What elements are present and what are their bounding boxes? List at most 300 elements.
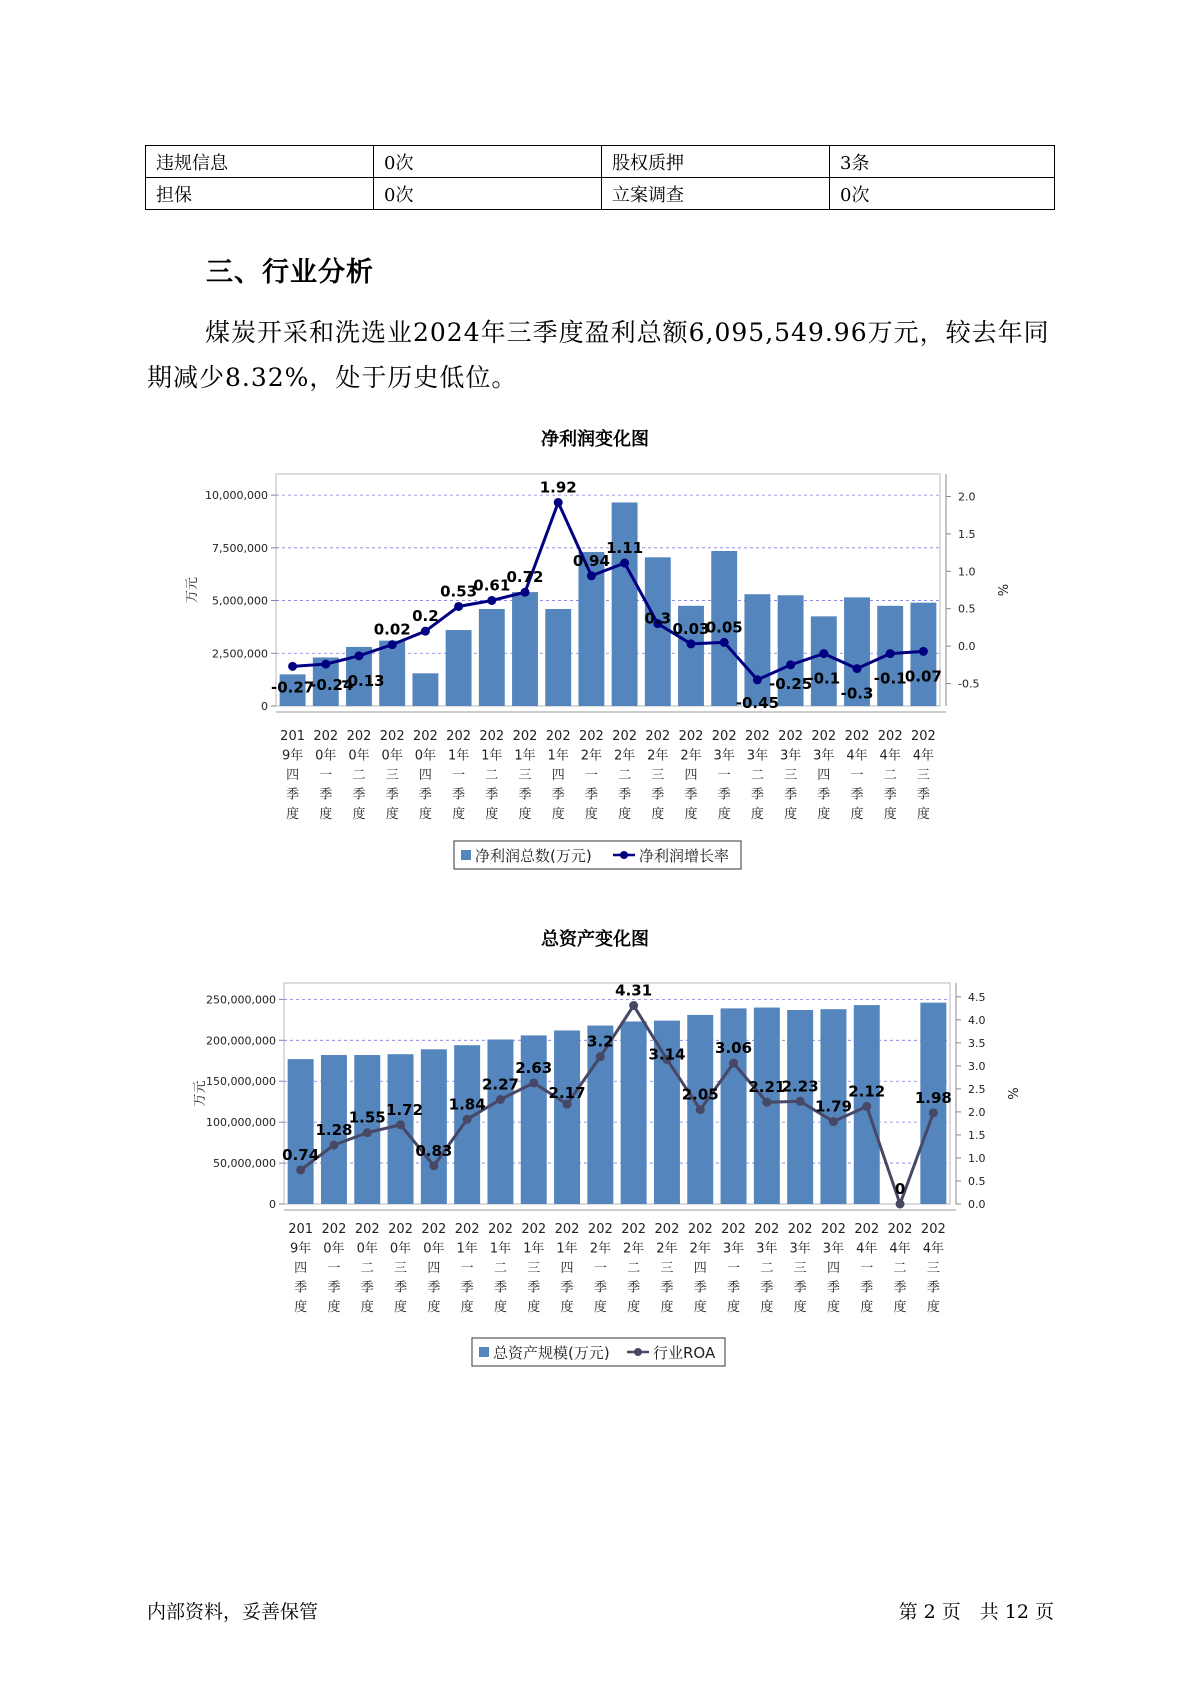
x-tick-label: 202 [754, 1222, 780, 1237]
x-tick-label: 度 [518, 807, 532, 822]
x-tick-label: 202 [654, 1222, 680, 1237]
table-cell: 3条 [830, 146, 1055, 178]
x-tick-label: 季 [684, 787, 698, 803]
data-label: 1.11 [606, 539, 644, 558]
x-tick-label: 季 [727, 1280, 741, 1296]
line-point [429, 1161, 438, 1170]
data-label: 3.14 [648, 1045, 686, 1064]
x-tick-label: 季 [760, 1280, 774, 1296]
x-tick-label: 4年 [922, 1241, 944, 1257]
x-tick-label: 度 [817, 807, 831, 822]
x-tick-label: 度 [294, 1300, 308, 1315]
x-tick-label: 0年 [389, 1241, 412, 1257]
x-tick-label: 202 [512, 729, 538, 744]
line-point [720, 638, 729, 647]
table-cell: 0次 [830, 178, 1055, 210]
line-point [321, 660, 330, 669]
x-tick-label: 一 [727, 1261, 741, 1276]
line-point [487, 596, 496, 605]
data-label: 2.12 [848, 1082, 886, 1101]
data-label: 0.72 [506, 568, 544, 587]
y2-tick-label: 1.5 [968, 1128, 986, 1142]
x-tick-label: 季 [926, 1280, 940, 1296]
x-tick-label: 2年 [589, 1241, 611, 1257]
y2-tick-label: 1.5 [958, 527, 976, 541]
x-tick-label: 一 [319, 768, 333, 783]
x-tick-label: 二 [627, 1261, 641, 1276]
x-tick-label: 202 [645, 729, 671, 744]
y-tick-label: 5,000,000 [212, 594, 268, 608]
x-tick-label: 一 [460, 1261, 474, 1276]
x-tick-label: 202 [454, 1222, 480, 1237]
x-tick-label: 0年 [414, 748, 437, 764]
x-tick-label: 三 [793, 1261, 807, 1276]
data-label: 3.2 [587, 1032, 614, 1051]
data-label: 1.28 [315, 1121, 353, 1140]
x-tick-label: 季 [660, 1280, 674, 1296]
x-tick-label: 季 [793, 1280, 807, 1296]
data-label: 0.61 [473, 576, 511, 595]
x-tick-label: 202 [678, 729, 704, 744]
x-tick-label: 度 [660, 1300, 674, 1315]
table-cell: 立案调查 [602, 178, 830, 210]
x-tick-label: 二 [760, 1261, 774, 1276]
x-tick-label: 度 [893, 1300, 907, 1315]
analysis-paragraph: 煤炭开采和洗选业2024年三季度盈利总额6,095,549.96万元，较去年同期减少8.32%，处于历史低位。 [147, 318, 1050, 392]
x-tick-label: 1年 [456, 1241, 478, 1257]
x-tick-label: 度 [352, 807, 366, 822]
x-tick-label: 202 [446, 729, 472, 744]
x-tick-label: 度 [883, 807, 897, 822]
x-tick-label: 0年 [323, 1241, 345, 1257]
x-tick-label: 202 [920, 1222, 946, 1237]
data-label: 2.63 [515, 1058, 553, 1077]
x-tick-label: 度 [784, 807, 798, 822]
line-point [696, 1105, 705, 1114]
line-point [596, 1052, 605, 1061]
legend-line-marker [620, 851, 628, 859]
x-tick-label: 季 [784, 787, 798, 803]
x-tick-label: 四 [826, 1261, 840, 1276]
data-label: 1.92 [539, 478, 577, 497]
x-tick-label: 4年 [912, 748, 935, 764]
line-point [753, 675, 762, 684]
table-row [146, 178, 1055, 210]
bar [554, 1030, 580, 1204]
x-tick-label: 度 [850, 807, 864, 822]
x-tick-label: 季 [394, 1280, 408, 1296]
table-cell: 0次 [374, 178, 602, 210]
line-point [296, 1165, 305, 1174]
x-tick-label: 度 [493, 1300, 507, 1315]
footer-page-number: 第 2 页 共 12 页 [898, 1601, 1054, 1623]
y2-tick-label: 1.0 [968, 1151, 986, 1165]
x-tick-label: 二 [750, 768, 764, 783]
bar [612, 502, 638, 706]
y-tick-label: 100,000,000 [206, 1116, 276, 1130]
x-tick-label: 202 [910, 729, 936, 744]
x-tick-label: 季 [518, 787, 532, 803]
y2-tick-label: -0.5 [958, 677, 980, 691]
line-point [919, 647, 928, 656]
x-tick-label: 季 [916, 787, 930, 803]
y2-tick-label: 0.5 [968, 1174, 986, 1188]
bar [412, 673, 438, 706]
x-tick-label: 度 [460, 1300, 474, 1315]
line-point [496, 1095, 505, 1104]
legend-line-marker [634, 1348, 642, 1356]
x-tick-label: 三 [385, 768, 399, 783]
y-tick-label: 0 [269, 1198, 276, 1211]
x-tick-label: 季 [560, 1280, 574, 1296]
line-point [529, 1078, 538, 1087]
y-tick-label: 200,000,000 [206, 1034, 276, 1048]
line-point [762, 1098, 771, 1107]
data-label: 2.05 [681, 1085, 719, 1104]
data-label: 1.84 [448, 1095, 486, 1114]
x-tick-label: 季 [427, 1280, 441, 1296]
x-tick-label: 季 [618, 787, 632, 803]
data-label: -0.27 [270, 678, 315, 697]
x-tick-label: 季 [527, 1280, 541, 1296]
data-label: 0.83 [415, 1141, 453, 1160]
y-tick-label: 2,500,000 [212, 647, 268, 661]
x-tick-label: 4年 [879, 748, 901, 764]
x-tick-label: 季 [850, 787, 864, 803]
x-tick-label: 0年 [315, 748, 337, 764]
x-tick-label: 4年 [846, 748, 868, 764]
net-profit-chart [0, 420, 1191, 880]
x-tick-label: 季 [493, 1280, 507, 1296]
x-tick-label: 季 [385, 787, 399, 803]
x-tick-label: 202 [379, 729, 405, 744]
x-tick-label: 度 [926, 1300, 940, 1315]
x-tick-label: 度 [286, 807, 300, 822]
x-tick-label: 季 [883, 787, 897, 803]
x-tick-label: 季 [627, 1280, 641, 1296]
y2-tick-label: 0.0 [968, 1198, 986, 1211]
x-tick-label: 四 [551, 768, 565, 783]
x-tick-label: 二 [485, 768, 499, 783]
x-tick-label: 二 [352, 768, 366, 783]
x-tick-label: 度 [916, 807, 930, 822]
x-tick-label: 度 [826, 1300, 840, 1315]
x-tick-label: 三 [518, 768, 532, 783]
x-tick-label: 度 [760, 1300, 774, 1315]
line-point [687, 639, 696, 648]
x-tick-label: 季 [460, 1280, 474, 1296]
line-point [587, 571, 596, 580]
x-tick-label: 季 [286, 787, 300, 803]
x-tick-label: 202 [621, 1222, 647, 1237]
y2-tick-label: 2.0 [968, 1105, 986, 1119]
x-tick-label: 度 [485, 807, 499, 822]
x-tick-label: 2年 [580, 748, 603, 764]
info-table [145, 145, 1055, 210]
data-label: 2.27 [481, 1075, 519, 1094]
x-tick-label: 季 [584, 787, 598, 803]
x-tick-label: 度 [627, 1300, 641, 1315]
x-tick-label: 度 [717, 807, 731, 822]
x-tick-label: 三 [394, 1261, 408, 1276]
x-tick-label: 季 [327, 1280, 341, 1296]
x-tick-label: 0年 [381, 748, 403, 764]
x-tick-label: 季 [418, 787, 432, 803]
x-tick-label: 202 [479, 729, 505, 744]
data-label: -0.45 [735, 693, 780, 712]
table-row [146, 146, 1055, 178]
x-tick-label: 季 [352, 787, 366, 803]
x-tick-label: 度 [394, 1300, 408, 1315]
data-label: 1.55 [348, 1108, 386, 1127]
line-point [620, 559, 629, 568]
y-tick-label: 250,000,000 [206, 993, 276, 1007]
data-label: 1.98 [914, 1088, 952, 1107]
line-point [454, 602, 463, 611]
x-tick-label: 二 [893, 1261, 907, 1276]
x-tick-label: 2年 [689, 1241, 711, 1257]
x-tick-label: 202 [811, 729, 837, 744]
bar [421, 1049, 447, 1204]
x-tick-label: 度 [527, 1300, 541, 1315]
x-tick-label: 度 [793, 1300, 807, 1315]
x-tick-label: 2年 [680, 748, 702, 764]
x-tick-label: 季 [452, 787, 466, 803]
x-tick-label: 度 [750, 807, 764, 822]
bar [446, 630, 472, 706]
x-tick-label: 四 [427, 1261, 441, 1276]
line-point [421, 627, 430, 636]
x-tick-label: 202 [545, 729, 571, 744]
x-tick-label: 202 [313, 729, 339, 744]
y2-axis-label: % [1004, 1087, 1019, 1100]
y2-tick-label: 1.0 [958, 565, 976, 579]
x-tick-label: 季 [717, 787, 731, 803]
line-point [886, 649, 895, 658]
x-tick-label: 2年 [623, 1241, 645, 1257]
x-tick-label: 1年 [547, 748, 569, 764]
line-point [388, 640, 397, 649]
x-tick-label: 度 [618, 807, 632, 822]
x-tick-label: 度 [327, 1300, 341, 1315]
line-point [853, 664, 862, 673]
bar [744, 594, 770, 706]
x-tick-label: 3年 [713, 748, 735, 764]
y2-tick-label: 0.0 [958, 640, 976, 654]
x-tick-label: 季 [485, 787, 499, 803]
y2-tick-label: 4.5 [968, 990, 986, 1004]
table-cell: 0次 [374, 146, 602, 178]
x-tick-label: 1年 [447, 748, 470, 764]
x-tick-label: 一 [593, 1261, 607, 1276]
x-tick-label: 3年 [813, 748, 835, 764]
x-tick-label: 202 [787, 1222, 813, 1237]
line-point [521, 588, 530, 597]
x-tick-label: 3年 [789, 1241, 811, 1257]
x-tick-label: 202 [887, 1222, 913, 1237]
data-label: 3.06 [715, 1039, 753, 1058]
legend-label: 行业ROA [653, 1344, 716, 1362]
y-tick-label: 50,000,000 [213, 1157, 276, 1171]
line-point [288, 662, 297, 671]
y-tick-label: 10,000,000 [205, 489, 268, 503]
x-tick-label: 202 [587, 1222, 613, 1237]
x-tick-label: 度 [684, 807, 698, 822]
x-tick-label: 季 [294, 1280, 308, 1296]
x-tick-label: 1年 [489, 1241, 512, 1257]
x-tick-label: 四 [294, 1261, 308, 1276]
x-tick-label: 202 [721, 1222, 746, 1237]
x-tick-label: 202 [877, 729, 903, 744]
x-tick-label: 3年 [779, 748, 802, 764]
x-tick-label: 4年 [889, 1241, 911, 1257]
y2-tick-label: 2.0 [958, 490, 976, 504]
bar [545, 609, 571, 706]
chart-title: 净利润变化图 [541, 429, 649, 450]
x-tick-label: 度 [385, 807, 399, 822]
x-tick-label: 四 [560, 1261, 574, 1276]
line-point [729, 1059, 738, 1068]
chart-title: 总资产变化图 [541, 929, 649, 950]
legend-label: 净利润增长率 [639, 847, 730, 865]
x-tick-label: 季 [826, 1280, 840, 1296]
y2-tick-label: 3.5 [968, 1036, 986, 1050]
x-tick-label: 202 [421, 1222, 447, 1237]
x-tick-label: 度 [560, 1300, 574, 1315]
data-label: 0.74 [282, 1145, 320, 1164]
bar [645, 557, 671, 706]
data-label: 0 [894, 1180, 906, 1198]
bar [479, 609, 505, 706]
x-tick-label: 度 [418, 807, 432, 822]
legend-bar-swatch [461, 850, 471, 860]
x-tick-label: 度 [693, 1300, 707, 1315]
x-tick-label: 度 [427, 1300, 441, 1315]
data-label: -0.13 [341, 671, 385, 690]
y2-tick-label: 3.0 [968, 1059, 986, 1073]
x-tick-label: 度 [360, 1300, 374, 1315]
data-label: 1.72 [386, 1100, 424, 1119]
x-tick-label: 四 [286, 768, 300, 783]
x-tick-label: 1年 [481, 748, 503, 764]
bar [811, 616, 837, 706]
x-tick-label: 度 [727, 1300, 741, 1315]
x-tick-label: 202 [554, 1222, 580, 1237]
x-tick-label: 0年 [348, 748, 370, 764]
x-tick-label: 季 [893, 1280, 907, 1296]
line-point [463, 1115, 472, 1124]
x-tick-label: 202 [412, 729, 438, 744]
x-tick-label: 二 [883, 768, 897, 783]
x-tick-label: 202 [354, 1222, 380, 1237]
y-tick-label: 150,000,000 [206, 1075, 276, 1089]
data-label: 0.07 [904, 667, 942, 686]
x-tick-label: 202 [778, 729, 804, 744]
x-tick-label: 季 [750, 787, 764, 803]
line-point [786, 660, 795, 669]
table-cell: 违规信息 [146, 146, 374, 178]
x-tick-label: 一 [452, 768, 466, 783]
legend-bar-swatch [479, 1347, 489, 1357]
data-label: -0.24 [310, 676, 354, 695]
line-point [896, 1200, 905, 1209]
x-tick-label: 四 [684, 768, 698, 783]
y-tick-label: 0 [261, 700, 268, 713]
x-tick-label: 度 [651, 807, 665, 822]
x-tick-label: 202 [687, 1222, 713, 1237]
y2-axis-label: % [994, 583, 1009, 597]
x-tick-label: 三 [926, 1261, 940, 1276]
x-tick-label: 3年 [822, 1241, 845, 1257]
x-tick-label: 201 [288, 1222, 314, 1237]
x-tick-label: 一 [717, 768, 731, 783]
x-tick-label: 三 [660, 1261, 674, 1276]
x-tick-label: 2年 [613, 748, 636, 764]
data-label: 0.53 [440, 582, 478, 601]
data-label: 1.79 [814, 1097, 852, 1116]
x-tick-label: 四 [693, 1261, 707, 1276]
line-point [355, 651, 364, 660]
x-tick-label: 202 [711, 729, 737, 744]
x-tick-label: 三 [784, 768, 798, 783]
x-tick-label: 季 [817, 787, 831, 803]
line-point [363, 1128, 372, 1137]
table-cell: 担保 [146, 178, 374, 210]
x-tick-label: 202 [488, 1222, 513, 1237]
line-point [862, 1102, 871, 1111]
data-label: 0.3 [644, 609, 672, 628]
data-label: 4.31 [615, 981, 653, 1000]
x-tick-label: 季 [693, 1280, 707, 1296]
total-assets-chart [0, 920, 1191, 1380]
x-tick-label: 度 [860, 1300, 874, 1315]
y2-tick-label: 2.5 [968, 1082, 986, 1096]
data-label: -0.1 [807, 669, 841, 688]
x-tick-label: 二 [618, 768, 632, 783]
x-tick-label: 202 [578, 729, 604, 744]
x-tick-label: 1年 [514, 748, 536, 764]
x-tick-label: 202 [821, 1222, 846, 1237]
legend-label: 总资产规模(万元) [493, 1344, 610, 1362]
x-tick-label: 202 [744, 729, 770, 744]
x-tick-label: 一 [850, 768, 864, 783]
footer-confidential-note: 内部资料，妥善保管 [147, 1601, 319, 1623]
y-axis-label: 万元 [185, 576, 200, 604]
data-label: 0.05 [705, 618, 743, 637]
x-tick-label: 季 [319, 787, 333, 803]
x-tick-label: 四 [817, 768, 831, 783]
data-label: -0.25 [768, 674, 813, 693]
bar [487, 1039, 513, 1204]
x-tick-label: 度 [319, 807, 333, 822]
line-point [629, 1001, 638, 1010]
x-tick-label: 季 [593, 1280, 607, 1296]
data-label: 2.21 [748, 1078, 786, 1097]
x-tick-label: 二 [493, 1261, 507, 1276]
x-tick-label: 2年 [656, 1241, 678, 1257]
line-point [929, 1108, 938, 1117]
x-tick-label: 202 [612, 729, 638, 744]
y-axis-label: 万元 [193, 1080, 208, 1107]
section-title: 三、行业分析 [206, 257, 374, 288]
line-point [796, 1097, 805, 1106]
x-tick-label: 4年 [856, 1241, 878, 1257]
line-point [819, 649, 828, 658]
x-tick-label: 一 [860, 1261, 874, 1276]
x-tick-label: 202 [844, 729, 870, 744]
x-tick-label: 三 [527, 1261, 541, 1276]
bar [512, 592, 538, 706]
